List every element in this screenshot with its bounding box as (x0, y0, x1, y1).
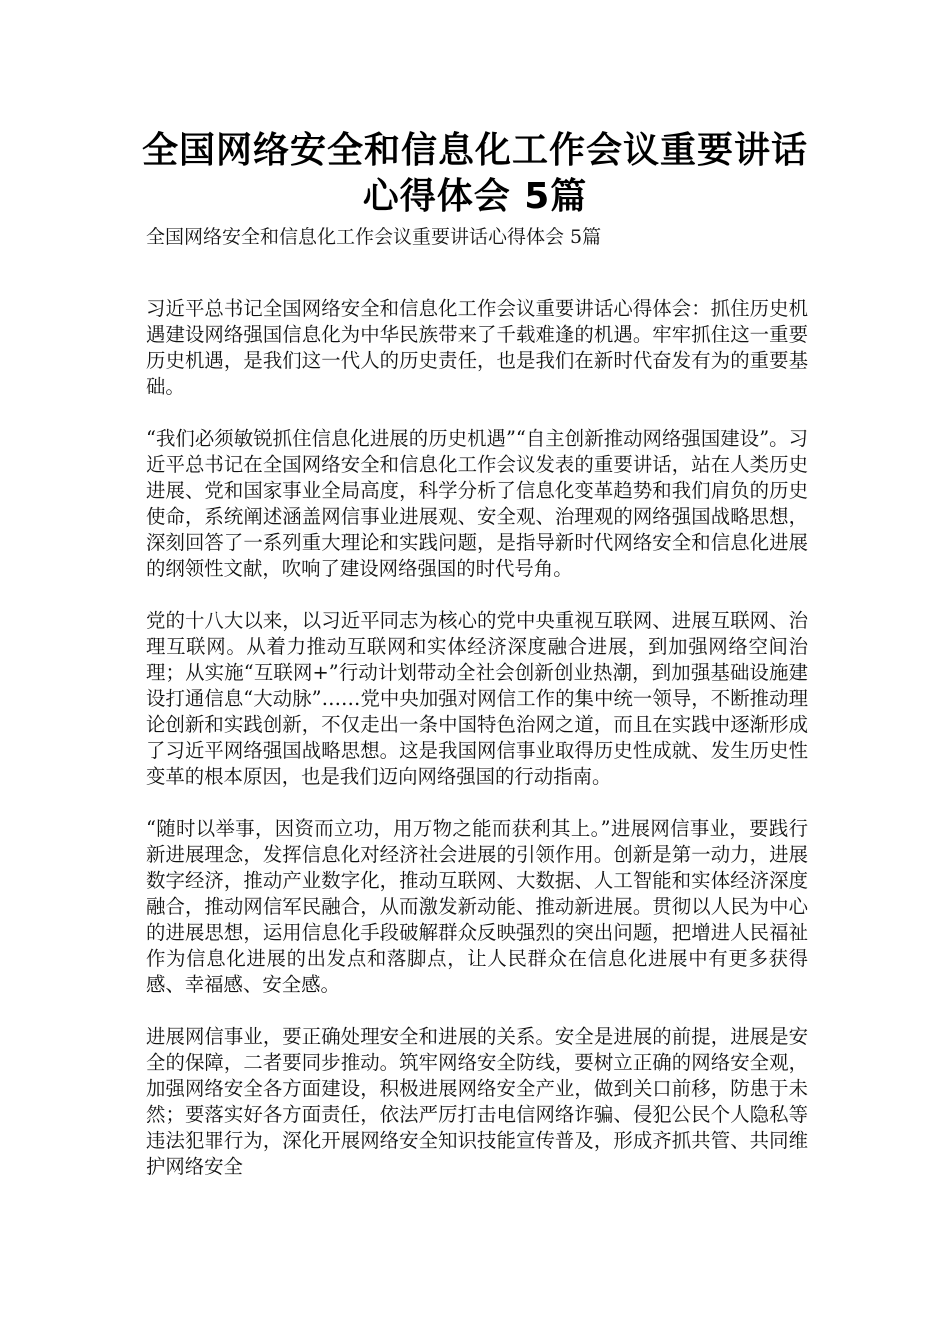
paragraph: 习近平总书记全国网络安全和信息化工作会议重要讲话心得体会：抓住历史机遇建设网络强国信息化为中华民族带来了千载难逢的机遇。牢牢抓住这一重要历史机遇，是我们这一代人的历史责任，也是我们在新时代奋发有为的重要基础。 (146, 297, 808, 398)
document-subtitle: 全国网络安全和信息化工作会议重要讲话心得体会 5篇 (146, 226, 602, 248)
paragraph: 党的十八大以来，以习近平同志为核心的党中央重视互联网、进展互联网、治理互联网。从着力推动互联网和实体经济深度融合进展，到加强网络空间治理；从实施“互联网+”行动计划带动全社会创新创业热潮，到加强基础设施建设打通信息“大动脉”……党中央加强对网信工作的集中统一领导，不断推动理论创新和实践创新，不仅走出一条中国特色治网之道，而且在实践中逐渐形成了习近平网络强国战略思想。这是我国网信事业取得历史性成就、发生历史性变革的根本原因，也是我们迈向网络强国的行动指南。 (146, 609, 808, 788)
title-line-2: 心得体会 5篇 (362, 176, 588, 217)
document-body (146, 296, 808, 1206)
paragraph: “我们必须敏锐抓住信息化进展的历史机遇”“自主创新推动网络强国建设”。习近平总书记在全国网络安全和信息化工作会议发表的重要讲话，站在人类历史进展、党和国家事业全局高度，科学分析了信息化变革趋势和我们肩负的历史使命，系统阐述涵盖网信事业进展观、安全观、治理观的网络强国战略思想，深刻回答了一系列重大理论和实践问题，是指导新时代网络安全和信息化进展的纲领性文献，吹响了建设网络强国的时代号角。 (146, 427, 808, 580)
paragraph: 进展网信事业，要正确处理安全和进展的关系。安全是进展的前提，进展是安全的保障，二者要同步推动。筑牢网络安全防线，要树立正确的网络安全观，加强网络安全各方面建设，积极进展网络安全产业，做到关口前移，防患于未然；要落实好各方面责任，依法严厉打击电信网络诈骗、侵犯公民个人隐私等违法犯罪行为，深化开展网络安全知识技能宣传普及，形成齐抓共管、共同维护网络安全 (146, 1025, 808, 1178)
document-title (120, 128, 830, 220)
title-line-1: 全国网络安全和信息化工作会议重要讲话 (141, 130, 808, 171)
paragraph: “随时以举事，因资而立功，用万物之能而获利其上。”进展网信事业，要践行新进展理念，发挥信息化对经济社会进展的引领作用。创新是第一动力，进展数字经济，推动产业数字化，推动互联网、大数据、人工智能和实体经济深度融合，推动网信军民融合，从而激发新动能、推动新进展。贯彻以人民为中心的进展思想，运用信息化手段破解群众反映强烈的突出问题，把增进人民福祉作为信息化进展的出发点和落脚点，让人民群众在信息化进展中有更多获得感、幸福感、安全感。 (146, 817, 808, 996)
